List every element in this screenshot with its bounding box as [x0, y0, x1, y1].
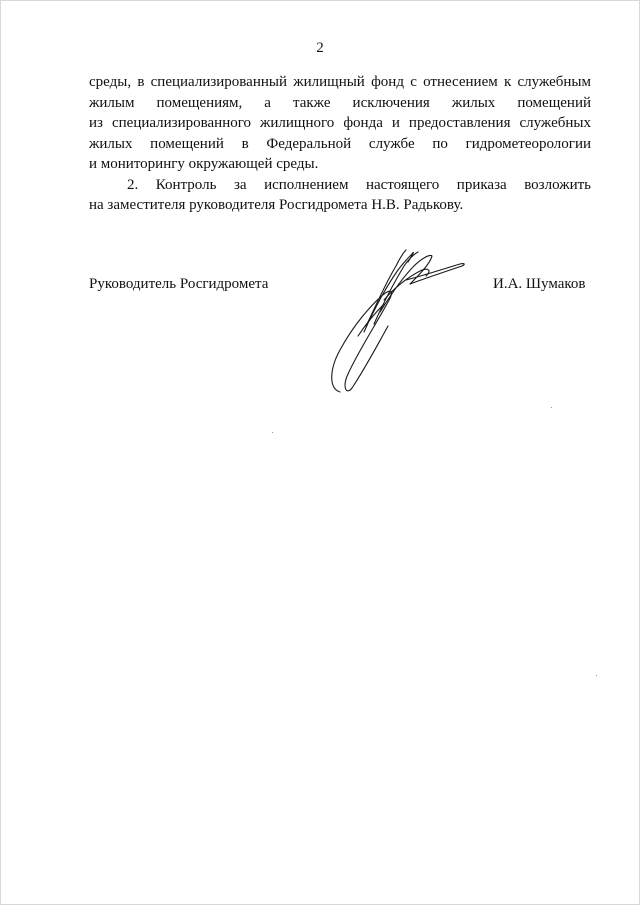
scan-speck [551, 407, 552, 408]
scan-speck [272, 432, 273, 433]
text-line: жилых помещений в Федеральной службе по гидрометеорологии [89, 135, 591, 152]
page-number: 2 [316, 40, 324, 56]
signatory-name: И.А. Шумаков [493, 276, 586, 292]
scan-speck [596, 675, 597, 676]
handwritten-signature [318, 240, 478, 400]
text-line: из специализированного жилищного фонда и предоставления служебных [89, 115, 591, 131]
text-line: и мониторингу окружающей среды. [89, 156, 319, 172]
text-line: жилым помещениям, а также исключения жилых помещений [89, 94, 591, 111]
text-line: среды, в специализированный жилищный фонд с отнесением к служебным [89, 74, 591, 90]
text-line: 2. Контроль за исполнением настоящего приказа возложить [127, 176, 591, 193]
document-body [89, 72, 591, 216]
text-line: на заместителя руководителя Росгидромета Н.В. Радькову. [89, 197, 464, 213]
signatory-title: Руководитель Росгидромета [89, 276, 269, 292]
